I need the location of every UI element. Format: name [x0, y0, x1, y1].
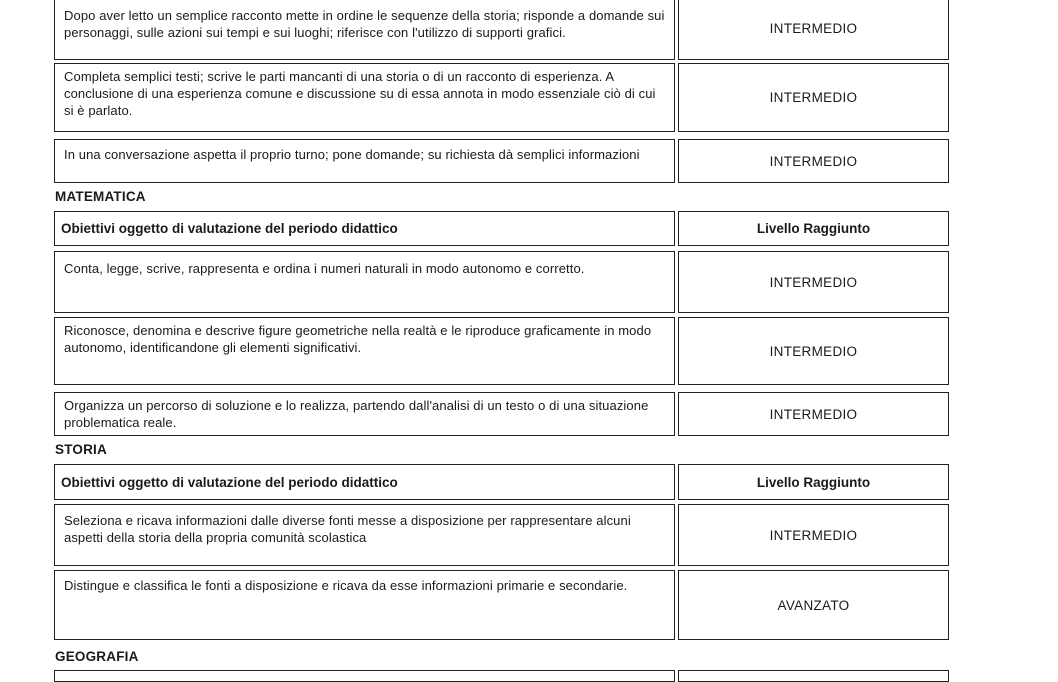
table-header-partial — [54, 670, 675, 682]
header-objectives: Obiettivi oggetto di valutazione del periodo didattico — [54, 211, 675, 246]
objective-cell: Distingue e classifica le fonti a disposizione e ricava da esse informazioni primarie e secondarie. — [54, 570, 675, 640]
table-header-partial — [678, 670, 949, 682]
header-objectives: Obiettivi oggetto di valutazione del periodo didattico — [54, 464, 675, 500]
objective-cell: Conta, legge, scrive, rappresenta e ordina i numeri naturali in modo autonomo e corretto. — [54, 251, 675, 313]
section-title-matematica: MATEMATICA — [55, 189, 146, 204]
level-cell: INTERMEDIO — [678, 139, 949, 183]
header-level: Livello Raggiunto — [678, 464, 949, 500]
level-cell: INTERMEDIO — [678, 317, 949, 385]
objective-cell: Riconosce, denomina e descrive figure geometriche nella realtà e le riproduce graficamente in modo autonomo, identificandone gli elementi significativi. — [54, 317, 675, 385]
level-cell: INTERMEDIO — [678, 392, 949, 436]
section-title-storia: STORIA — [55, 442, 107, 457]
objective-cell: Seleziona e ricava informazioni dalle diverse fonti messe a disposizione per rappresentare alcuni aspetti della storia della propria comunità scolastica — [54, 504, 675, 566]
objective-cell: Dopo aver letto un semplice racconto mette in ordine le sequenze della storia; risponde a domande sui personaggi, sulle azioni sui tempi e sui luoghi; riferisce con l'utilizzo di supporti grafici. — [54, 0, 675, 60]
section-title-geografia: GEOGRAFIA — [55, 649, 139, 664]
level-cell: AVANZATO — [678, 570, 949, 640]
level-cell: INTERMEDIO — [678, 63, 949, 132]
level-cell: INTERMEDIO — [678, 251, 949, 313]
header-level: Livello Raggiunto — [678, 211, 949, 246]
objective-cell: Organizza un percorso di soluzione e lo realizza, partendo dall'analisi di un testo o di una situazione problematica reale. — [54, 392, 675, 436]
level-cell: INTERMEDIO — [678, 0, 949, 60]
objective-cell: In una conversazione aspetta il proprio turno; pone domande; su richiesta dà semplici informazioni — [54, 139, 675, 183]
level-cell: INTERMEDIO — [678, 504, 949, 566]
objective-cell: Completa semplici testi; scrive le parti mancanti di una storia o di un racconto di esperienza. A conclusione di una esperienza comune e discussione su di essa annota in modo essenziale ciò di cui si è parlato. — [54, 63, 675, 132]
